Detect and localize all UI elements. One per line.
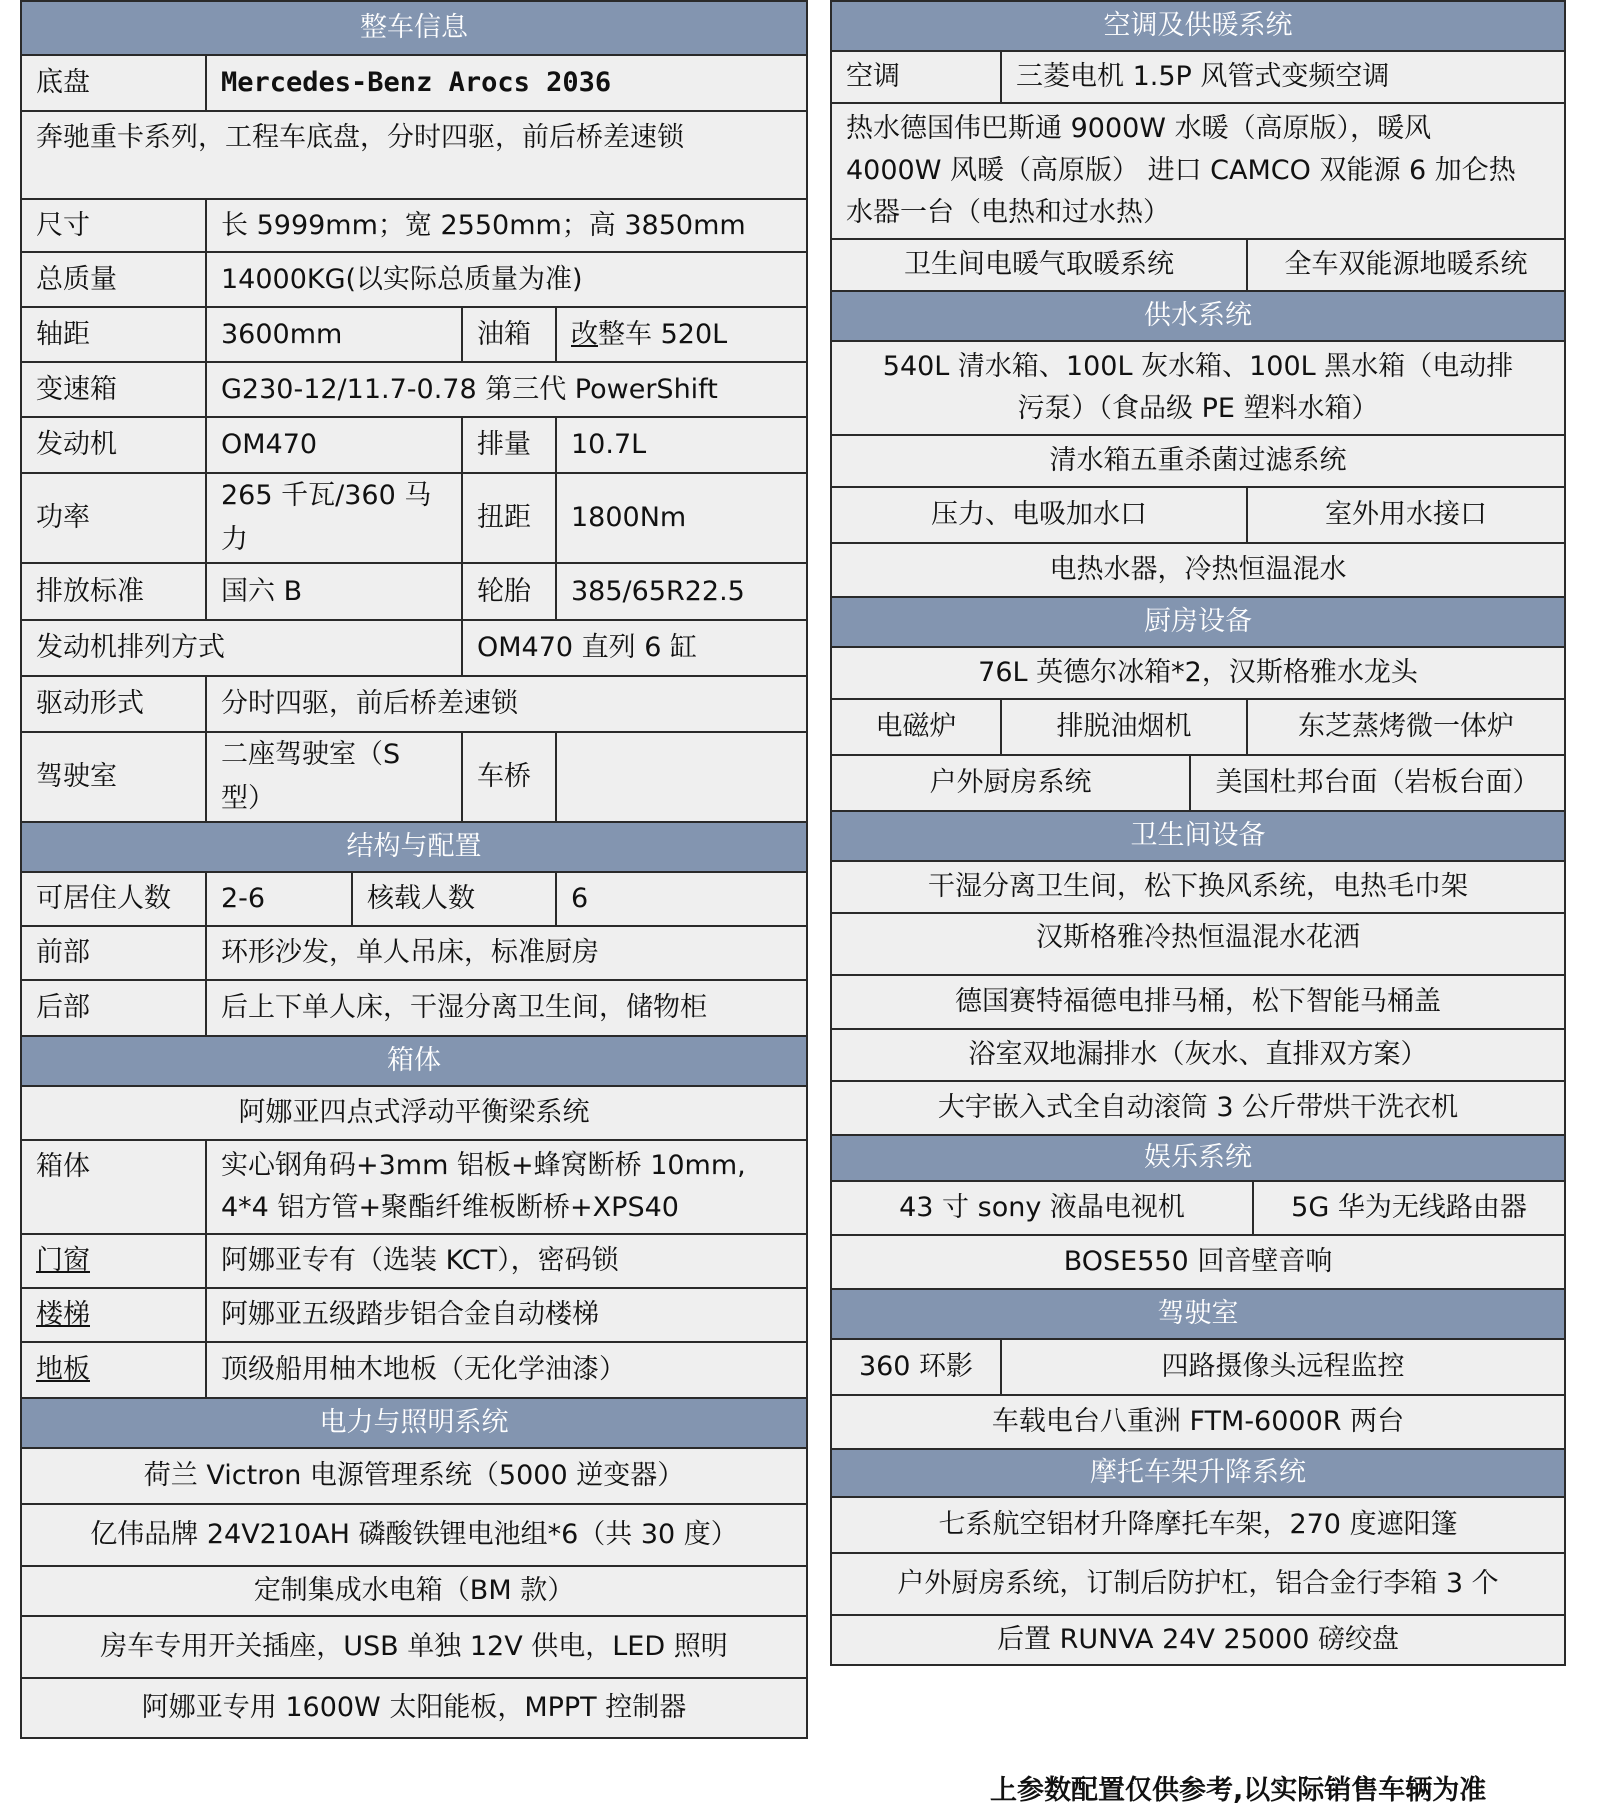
row-label: 可居住人数 [21,872,206,926]
table-row [21,473,807,563]
row-text: 5G 华为无线路由器 [1253,1181,1565,1235]
table-row [21,1234,807,1288]
table-row [831,1553,1565,1615]
row-value [556,307,807,362]
table-row [21,417,807,473]
row-text: 干湿分离卫生间，松下换风系统，电热毛巾架 [831,861,1565,913]
row-text: 排脱油烟机 [1001,699,1247,755]
table-row [21,1448,807,1504]
row-label: 尺寸 [21,199,206,252]
table-row [21,1086,807,1140]
row-label: 核载人数 [352,872,556,926]
table-row [831,1615,1565,1665]
row-value: 2-6 [206,872,352,926]
table-row [21,1342,807,1398]
row-value: 长 5999mm；宽 2550mm；高 3850mm [206,199,807,252]
table-row [831,435,1565,487]
text: 整车 520L [598,318,728,350]
table-row [21,1616,807,1678]
row-label: 扭距 [462,473,556,563]
row-value: 10.7L [556,417,807,473]
section-title: 驾驶室 [831,1289,1565,1339]
row-text [831,341,1565,435]
row-value: 三菱电机 1.5P 风管式变频空调 [1001,51,1565,103]
row-text: 奔驰重卡系列，工程车底盘，分时四驱，前后桥差速锁 [21,111,807,199]
section-header-hvac [831,1,1565,51]
table-row [21,732,807,822]
section-title: 摩托车架升降系统 [831,1449,1565,1497]
table-row [831,699,1565,755]
underlined-text: 改 [571,318,598,350]
row-label: 后部 [21,980,206,1036]
table-row [21,676,807,732]
row-text: 东芝蒸烤微一体炉 [1247,699,1565,755]
text-line: 实心钢角码+3mm 铝板+蜂窝断桥 10mm, [221,1150,746,1181]
row-label: 驱动形式 [21,676,206,732]
row-label: 总质量 [21,252,206,307]
row-text: 七系航空铝材升降摩托车架，270 度遮阳篷 [831,1497,1565,1553]
row-label: 变速箱 [21,362,206,417]
row-label: 前部 [21,926,206,980]
table-row [21,620,807,676]
section-title: 卫生间设备 [831,811,1565,861]
row-value: Mercedes-Benz Arocs 2036 [206,55,807,111]
table-row [21,1140,807,1234]
row-text: 阿娜亚专用 1600W 太阳能板，MPPT 控制器 [21,1678,807,1738]
row-value: 二座驾驶室（S 型） [206,732,462,822]
row-text: 电磁炉 [831,699,1001,755]
row-text: 清水箱五重杀菌过滤系统 [831,435,1565,487]
row-value: G230-12/11.7-0.78 第三代 PowerShift [206,362,807,417]
table-row [21,926,807,980]
table-row [831,647,1565,699]
table-row [21,1288,807,1342]
section-header-power [21,1398,807,1448]
section-title: 空调及供暖系统 [831,1,1565,51]
row-text: 后置 RUNVA 24V 25000 磅绞盘 [831,1615,1565,1665]
row-value: 环形沙发，单人吊床，标准厨房 [206,926,807,980]
text-line: 540L 清水箱、100L 灰水箱、100L 黑水箱（电动排 [882,351,1514,382]
section-title: 整车信息 [21,1,807,55]
row-text: 浴室双地漏排水（灰水、直排双方案） [831,1029,1565,1081]
row-value: 265 千瓦/360 马力 [206,473,462,563]
table-row [21,1566,807,1616]
row-text: 户外厨房系统，订制后防护杠，铝合金行李箱 3 个 [831,1553,1565,1615]
table-row [831,543,1565,597]
table-row [831,51,1565,103]
section-header-structure [21,822,807,872]
text-line: 污泵）（食品级 PE 塑料水箱） [1017,393,1379,424]
section-header-vehicle [21,1,807,55]
section-title: 箱体 [21,1036,807,1086]
row-text: 美国杜邦台面（岩板台面） [1190,755,1565,811]
text-line: 热水德国伟巴斯通 9000W 水暖（高原版），暖风 [846,113,1432,144]
row-text: 车载电台八重洲 FTM-6000R 两台 [831,1395,1565,1449]
table-row [831,975,1565,1029]
row-label: 驾驶室 [21,732,206,822]
row-text: 房车专用开关插座，USB 单独 12V 供电，LED 照明 [21,1616,807,1678]
section-header-water [831,291,1565,341]
row-label: 车桥 [462,732,556,822]
table-row [831,1235,1565,1289]
text-line: 4*4 铝方管+聚酯纤维板断桥+XPS40 [221,1192,679,1223]
table-row [21,111,807,199]
row-label: 轴距 [21,307,206,362]
row-value: 顶级船用柚木地板（无化学油漆） [206,1342,807,1398]
row-label: 轮胎 [462,563,556,620]
row-label: 地板 [21,1342,206,1398]
table-row [21,307,807,362]
row-text: 76L 英德尔冰箱*2，汉斯格雅水龙头 [831,647,1565,699]
row-label: 门窗 [21,1234,206,1288]
table-row [21,980,807,1036]
row-label: 功率 [21,473,206,563]
row-label: 空调 [831,51,1001,103]
row-value: 四路摄像头远程监控 [1001,1339,1565,1395]
section-title: 电力与照明系统 [21,1398,807,1448]
table-row [831,1081,1565,1135]
row-label: 楼梯 [21,1288,206,1342]
row-label: 排放标准 [21,563,206,620]
section-title: 供水系统 [831,291,1565,341]
row-value: 385/65R22.5 [556,563,807,620]
section-header-kitchen [831,597,1565,647]
row-label: 360 环影 [831,1339,1001,1395]
row-value: OM470 直列 6 缸 [462,620,807,676]
section-header-moto [831,1449,1565,1497]
section-title: 厨房设备 [831,597,1565,647]
row-value: 1800Nm [556,473,807,563]
row-value: 分时四驱，前后桥差速锁 [206,676,807,732]
table-row [831,861,1565,913]
section-title: 结构与配置 [21,822,807,872]
table-row [831,1181,1565,1235]
table-row [831,1339,1565,1395]
row-text: 43 寸 sony 液晶电视机 [831,1181,1253,1235]
section-header-body [21,1036,807,1086]
row-label: 底盘 [21,55,206,111]
table-row [21,199,807,252]
section-header-cab [831,1289,1565,1339]
table-row [831,1497,1565,1553]
row-value: 阿娜亚专有（选装 KCT），密码锁 [206,1234,807,1288]
row-value: 14000KG(以实际总质量为准) [206,252,807,307]
table-row [831,487,1565,543]
row-text: 大宇嵌入式全自动滚筒 3 公斤带烘干洗衣机 [831,1081,1565,1135]
text-line: 水器一台（电热和过水热） [846,197,1170,228]
table-row [21,362,807,417]
table-row [831,103,1565,239]
row-text [831,103,1565,239]
row-text: 定制集成水电箱（BM 款） [21,1566,807,1616]
row-value: OM470 [206,417,462,473]
row-value: 阿娜亚五级踏步铝合金自动楼梯 [206,1288,807,1342]
row-text: BOSE550 回音壁音响 [831,1235,1565,1289]
row-text: 压力、电吸加水口 [831,487,1247,543]
table-row [831,341,1565,435]
row-text: 德国赛特福德电排马桶，松下智能马桶盖 [831,975,1565,1029]
row-label: 箱体 [21,1140,206,1234]
table-row [21,563,807,620]
table-row [831,913,1565,975]
row-value: 国六 B [206,563,462,620]
row-text: 室外用水接口 [1247,487,1565,543]
row-text: 亿伟品牌 24V210AH 磷酸铁锂电池组*6（共 30 度） [21,1504,807,1566]
table-row [21,1504,807,1566]
row-value: 3600mm [206,307,462,362]
row-text: 汉斯格雅冷热恒温混水花洒 [831,913,1565,975]
table-row [831,239,1565,291]
table-row [21,55,807,111]
row-label: 排量 [462,417,556,473]
table-row [21,252,807,307]
section-header-bathroom [831,811,1565,861]
row-text: 阿娜亚四点式浮动平衡梁系统 [21,1086,807,1140]
table-row [831,755,1565,811]
row-value [556,732,807,822]
right-spec-table [830,0,1564,1666]
section-title: 娱乐系统 [831,1135,1565,1181]
row-value [206,1140,807,1234]
row-text: 全车双能源地暖系统 [1247,239,1565,291]
row-label: 发动机 [21,417,206,473]
row-text: 电热水器，冷热恒温混水 [831,543,1565,597]
table-row [831,1029,1565,1081]
disclaimer-footnote: 上参数配置仅供参考,以实际销售车辆为准 [990,1775,1487,1806]
table-row [831,1395,1565,1449]
row-label: 发动机排列方式 [21,620,462,676]
text-line: 4000W 风暖（高原版） 进口 CAMCO 双能源 6 加仑热 [846,155,1516,186]
row-text: 卫生间电暖气取暖系统 [831,239,1247,291]
row-text: 户外厨房系统 [831,755,1190,811]
row-value: 6 [556,872,807,926]
section-header-entertainment [831,1135,1565,1181]
table-row [21,872,807,926]
row-label: 油箱 [462,307,556,362]
row-text: 荷兰 Victron 电源管理系统（5000 逆变器） [21,1448,807,1504]
table-row [21,1678,807,1738]
row-value: 后上下单人床，干湿分离卫生间，储物柜 [206,980,807,1036]
left-spec-table [20,0,806,1739]
